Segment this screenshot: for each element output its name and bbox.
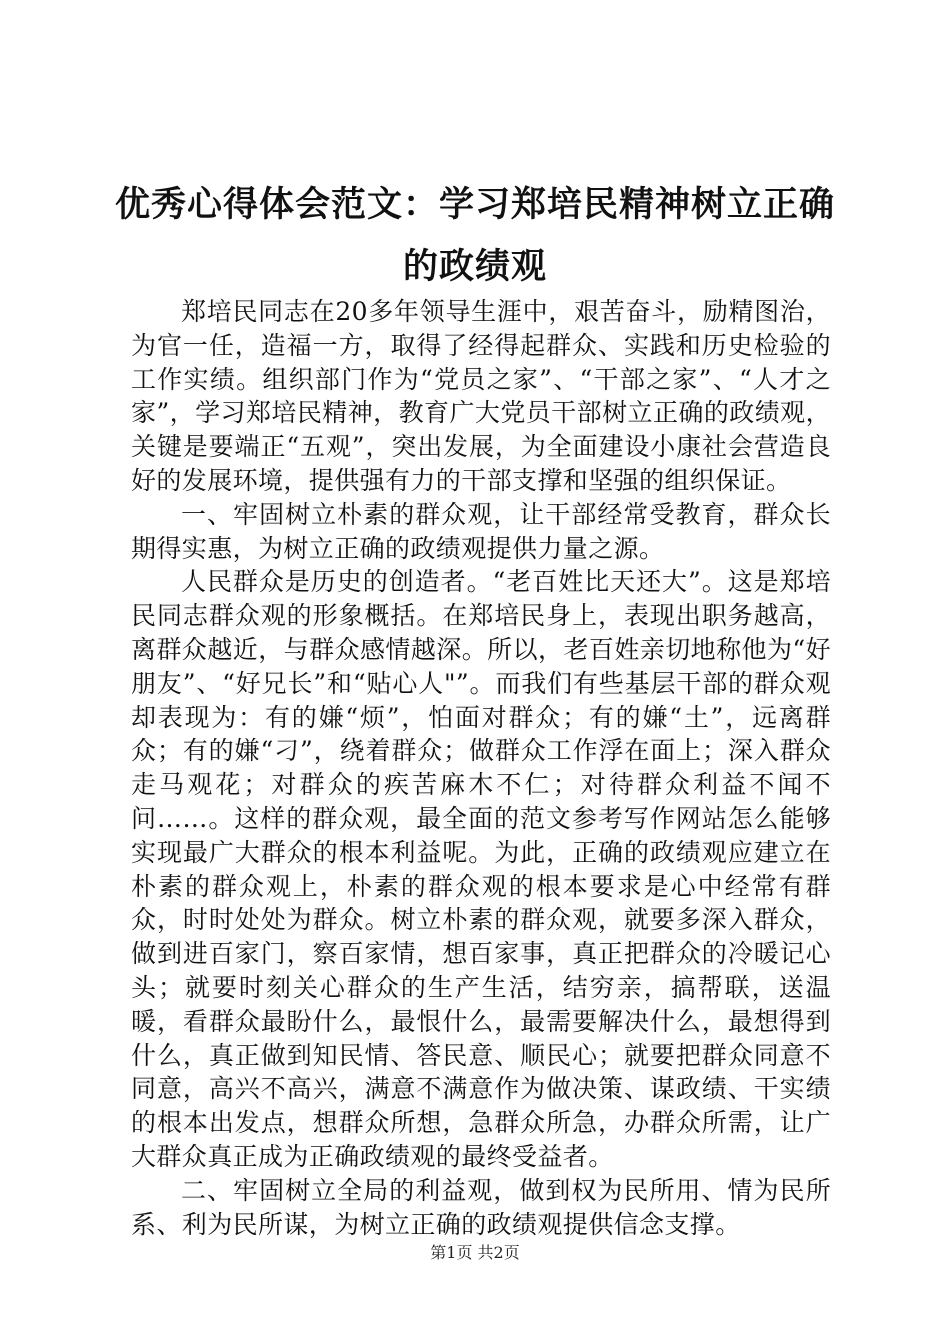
paragraph-section-1-heading: 一、牢固树立朴素的群众观，让干部经常受教育，群众长期得实惠，为树立正确的政绩观提供力量之源。 <box>131 499 831 563</box>
document-title-line-2: 的政绩观 <box>402 246 547 287</box>
page-number-footer: 第1页 共2页 <box>430 1243 520 1262</box>
document-body <box>131 295 831 1241</box>
paragraph-intro: 郑培民同志在20多年领导生涯中，艰苦奋斗，励精图治，为官一任，造福一方，取得了经得起群众、实践和历史检验的工作实绩。组织部门作为“党员之家”、“干部之家”、“人才之家”，学习郑培民精神，教育广大党员干部树立正确的政绩观，关键是要端正“五观”，突出发展，为全面建设小康社会营造良好的发展环境，提供强有力的干部支撑和坚强的组织保证。 <box>131 297 831 495</box>
paragraph-section-2-heading: 二、牢固树立全局的利益观，做到权为民所用、情为民所系、利为民所谋，为树立正确的政绩观提供信念支撑。 <box>131 1175 831 1239</box>
document-title-line-1: 优秀心得体会范文：学习郑培民精神树立正确 <box>114 184 835 225</box>
paragraph-section-1-body: 人民群众是历史的创造者。“老百姓比天还大”。这是郑培民同志群众观的形象概括。在郑培民身上，表现出职务越高，离群众越近，与群众感情越深。所以，老百姓亲切地称他为“好朋友”、“好兄长”和“贴心人"”。而我们有些基层干部的群众观却表现为：有的嫌“烦”，怕面对群众；有的嫌“土”，远离群众；有的嫌“刁”，绕着群众；做群众工作浮在面上；深入群众走马观花；对群众的疾苦麻木不仁；对待群众利益不闻不问……。这样的群众观，最全面的范文参考写作网站怎么能够实现最广大群众的根本利益呢。为此，正确的政绩观应建立在朴素的群众观上，朴素的群众观的根本要求是心中经常有群众，时时处处为群众。树立朴素的群众观，就要多深入群众，做到进百家门，察百家情，想百家事，真正把群众的冷暖记心头；就要时刻关心群众的生产生活，结穷亲，搞帮联，送温暖，看群众最盼什么，最恨什么，最需要解决什么，最想得到什么，真正做到知民情、答民意、顺民心；就要把群众同意不同意，高兴不高兴，满意不满意作为做决策、谋政绩、干实绩的根本出发点，想群众所想，急群众所急，办群众所需，让广大群众真正成为正确政绩观的最终受益者。 <box>131 567 831 1171</box>
